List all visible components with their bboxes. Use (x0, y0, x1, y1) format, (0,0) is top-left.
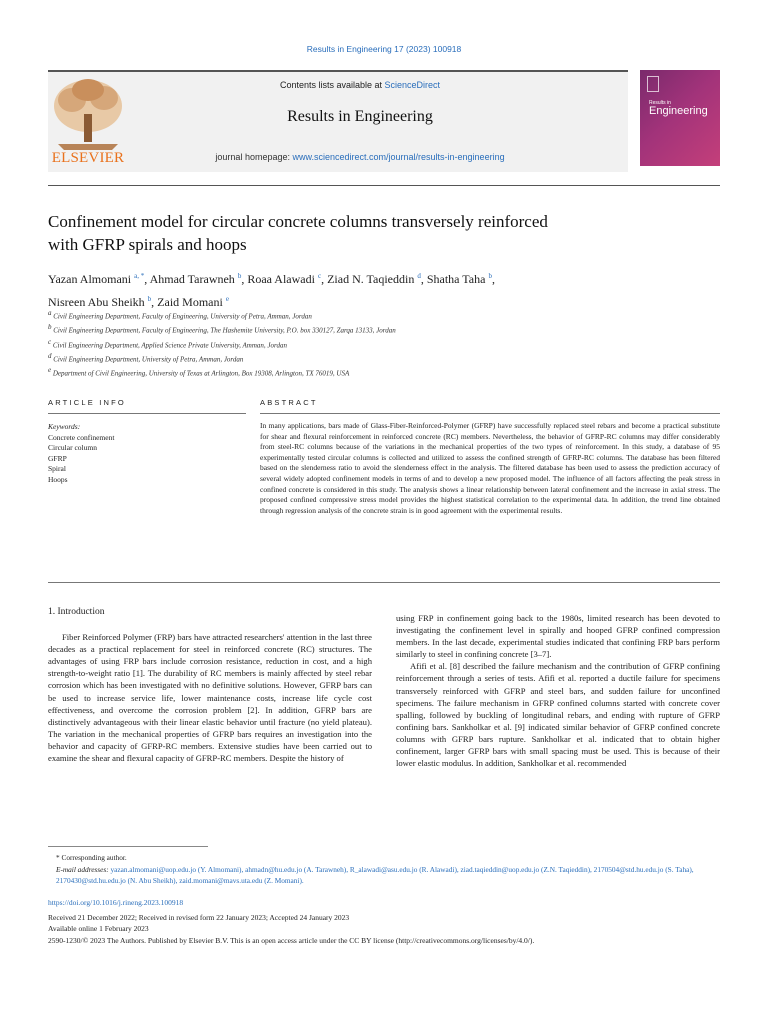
received-dates: Received 21 December 2022; Received in revised form 22 January 2023; Accepted 24 January 2023 (48, 913, 350, 922)
footnotes (48, 852, 720, 887)
affiliation-list (48, 308, 688, 380)
affiliation: $^b$ Civil Engineering Department, Faculty of Engineering, The Hashemite University, P.O. box 330127, Zarqa 13133, Jordan (48, 323, 396, 335)
author[interactable]: Shatha Taha $^b$, (426, 272, 495, 286)
license-statement: 2590-1230/© 2023 The Authors. Published by Elsevier B.V. This is an open access article under the CC BY license (http://creativecommons.org/licenses/by/4.0/). (48, 935, 535, 945)
available-online: Available online 1 February 2023 (48, 924, 149, 934)
article-info-divider (48, 413, 246, 414)
body-paragraph: Fiber Reinforced Polymer (FRP) bars have attracted researchers' attention in the last three decades as a practical replacement for steel in reinforced concrete (RC) structures. The advantages of using FRP bars include corrosion resistance, reduction in cost, and a high strength-to-weight ratio [1]. The durability of RC members is mainly affected by steel rebar corrosion which has been investigated with no definitive solutions. However, GFRP bars can be used to increase service life, lower maintenance costs, increase life cycle cost effectiveness, and overcome the corrosion problem [2]. In addition, GFRP bars are distinctively advantageous with their linear elastic behavior until fracture (no yield plateau). The variation in the mechanical properties of GFRP bars requires an investigation into the behavior and capacity of GFRP-RC members. Extensive studies have been carried out to examine the shear and flexural capacity of GFRP-RC members. Despite the history of (48, 632, 372, 764)
article-title (48, 210, 628, 256)
keyword: Hoops (48, 474, 68, 484)
author[interactable]: Nisreen Abu Sheikh $^b$, (48, 295, 158, 309)
doi-link[interactable]: https://doi.org/10.1016/j.rineng.2023.100918 (48, 898, 184, 907)
author-list (48, 266, 688, 312)
body-paragraph: Afifi et al. [8] described the failure mechanism and the contribution of GFRP confining reinforcement through a series of tests. Afifi et al. reported a ductile failure for specimens transversely reinforced with GFRP and steel bars, and sudden failure for unconfined specimens. The failure mechanism in GFRP confined columns started with concrete cover spalling, followed by buckling of longitudinal rebars, and ending with rupture of GFRP confining bars. Sankholkar et al. [9] indicated similar behavior of GFRP confined concrete columns with GFRP bars rupture. Sankholkar et al. indicated that to obtain higher confinement, larger GFRP bars with small spacing must be used. This is because of their lower elastic modulus. In addition, Sankholkar et al. recommended (396, 661, 720, 769)
contents-availability-line (130, 80, 590, 90)
header-divider (48, 185, 720, 186)
affiliation: $^e$ Department of Civil Engineering, University of Texas at Arlington, Box 19308, Arlington, TX 76019, USA (48, 366, 350, 378)
journal-homepage-link[interactable]: www.sciencedirect.com/journal/results-in-engineering (292, 152, 505, 162)
keyword: GFRP (48, 453, 67, 463)
abstract-divider (260, 413, 720, 414)
keywords-label: Keywords: (48, 422, 81, 431)
article-info-heading: ARTICLE INFO (48, 398, 126, 407)
abstract-heading: ABSTRACT (260, 398, 318, 407)
affiliation: $^d$ Civil Engineering Department, University of Petra, Amman, Jordan (48, 351, 244, 364)
cover-title: Engineering (649, 105, 708, 117)
abstract-bottom-divider (48, 582, 720, 583)
footnote-divider (48, 846, 208, 847)
abstract-text: In many applications, bars made of Glass-Fiber-Reinforced-Polymer (GFRP) have successfully replaced steel rebars and become a practical substitute for shear and flexural reinforcement in reinforced concrete (RC) members. Nevertheless, the behavior of GFRP-RC columns may differ considerably from steel-RC columns because of the variations in the mechanical properties of the two types of reinforcement. In this study, a database of 95 experimentally tested circular columns is collected and utilized to assess the confined strength of GFRP-RC columns. The database has been filtered based on the slenderness ratio to avoid the slenderness effect in the analysis. The filtered database has been used to assess the prediction accuracy of several widely adopted confinement models in terms of and to develop a new proposed model. The influence of all factors affecting the peak stress in confined concrete is considered in this study. The analysis shows a linear relationship between lateral confinement and the increase in axial stress. The proposed confined compressive stress model provides the highest statistical correlation to the experimental data. In addition, the trend line obtained through regression analysis of the concrete strain is in good agreement with the experimental results. (260, 421, 720, 515)
author[interactable]: Zaid Momani $^e$ (157, 295, 229, 309)
affiliation: $^c$ Civil Engineering Department, Applied Science Private University, Amman, Jordan (48, 337, 287, 349)
corresponding-author-note: * Corresponding author. (56, 853, 127, 862)
body-right-column (396, 612, 720, 769)
article-history (48, 912, 720, 946)
contents-prefix: Contents lists available at (279, 80, 385, 90)
keywords-block (48, 422, 246, 485)
email-label: E-mail addresses: (56, 864, 109, 874)
author[interactable]: Ziad N. Taqieddin $^d$, (327, 272, 427, 286)
author[interactable]: Roaa Alawadi $^c$, (247, 272, 328, 286)
elsevier-wordmark: ELSEVIER (51, 150, 125, 166)
affiliation: $^a$ Civil Engineering Department, Faculty of Engineering, University of Petra, Amman, Jordan (48, 309, 312, 321)
email-addresses (48, 864, 720, 887)
cover-logo-mark (647, 76, 659, 92)
article-title-line-1: Confinement model for circular concrete columns transversely reinforced (48, 212, 548, 231)
keyword: Circular column (48, 443, 97, 452)
body-left-column (48, 606, 372, 764)
sciencedirect-link[interactable]: ScienceDirect (384, 80, 441, 90)
journal-title: Results in Engineering (287, 108, 433, 125)
keyword: Concrete confinement (48, 432, 115, 442)
email-list[interactable]: yazan.almomani@uop.edu.jo (Y. Almomani), ahmadn@hu.edu.jo (A. Tarawneh), R_alawadi@asu.edu.jo (R. Alawadi), ziad.taqieddin@uop.edu.jo (Z.N. Taqieddin), 2170504@std.hu.edu.jo (S. Taha), 2170430@std.hu.edu.jo (N. Abu Sheikh), zaid.momani@mavs.uta.edu (Z. Momani). (56, 864, 694, 886)
body-paragraph: using FRP in confinement going back to the 1980s, limited research has been devoted to investigating the confinement level in spirally and hooped GFRP confined compression members. In the last decade, experimental studies indicated that confining FRP bars perform similarly to steel in confining concrete [3–7]. (396, 613, 720, 660)
homepage-prefix: journal homepage: (215, 152, 293, 162)
journal-citation[interactable]: Results in Engineering 17 (2023) 100918 (306, 44, 462, 54)
journal-cover-thumbnail (640, 70, 720, 166)
keyword: Spiral (48, 464, 66, 473)
author[interactable]: Ahmad Tarawneh $^b$, (149, 272, 248, 286)
cover-subtitle: Results in (649, 100, 671, 106)
author[interactable]: Yazan Almomani $^{a, *}$, (48, 272, 150, 286)
article-title-line-2: with GFRP spirals and hoops (48, 235, 247, 254)
introduction-heading: 1. Introduction (48, 607, 105, 617)
journal-homepage-line (130, 152, 590, 162)
